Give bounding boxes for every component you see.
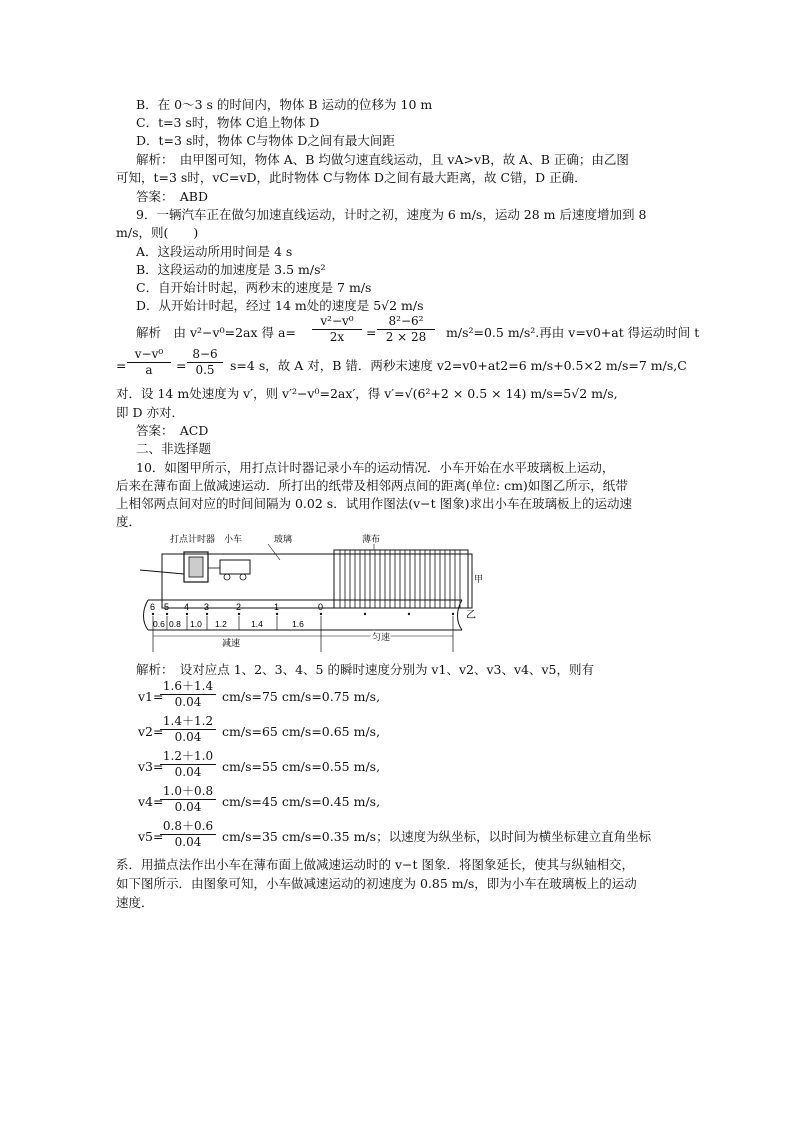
- label-uniform: 匀速: [372, 632, 391, 642]
- v3-numerator: 1.2＋1.0: [160, 749, 216, 765]
- distance-labels: [153, 619, 304, 629]
- q9-fraction-a-numerator: v²−v⁰: [312, 314, 362, 330]
- q10-stem-line3: 上相邻两点间对应的时间间隔为 0.02 s．试用作图法(v−t 图象)求出小车在玻璃板上的运动速: [116, 496, 632, 511]
- q9-option-b: B．这段运动的加速度是 3.5 m/s²: [136, 262, 326, 277]
- q9-solution-line2-post: s=4 s，故 A 对，B 错．两秒末速度 v2=v0+at2=6 m/s+0.5×2 m/s=7 m/s,C: [230, 358, 687, 373]
- distance-5-4: 0.8: [169, 619, 181, 629]
- q9-fraction-d: [187, 347, 223, 378]
- point-label-4: 4: [184, 602, 190, 612]
- q9-equals-1: =: [366, 325, 377, 340]
- q9-equals-2: =: [176, 358, 187, 373]
- timer-inner: [189, 557, 203, 577]
- v4-lhs: v4=: [138, 794, 164, 809]
- glass-pointer: [268, 544, 280, 560]
- q8-analysis-line1: 解析： 由甲图可知，物体 A、B 均做匀速直线运动，且 vA>vB，故 A、B 正确；由乙图: [136, 152, 629, 167]
- distance-6-5: 0.6: [153, 619, 165, 629]
- v5-lhs: v5=: [138, 829, 164, 844]
- v1-numerator: 1.6＋1.4: [160, 679, 216, 695]
- tape-dot-u2: [408, 613, 410, 615]
- q10-conclusion-line2: 如下图所示．由图象可知，小车做减速运动的初速度为 0.85 m/s，即为小车在玻璃板上的运动: [116, 876, 637, 891]
- q9-option-a: A．这段运动所用时间是 4 s: [136, 244, 293, 259]
- q9-option-c: C．自开始计时起，两秒末的速度是 7 m/s: [136, 280, 372, 295]
- point-label-3: 3: [204, 602, 210, 612]
- point-label-0: 0: [318, 602, 324, 612]
- q9-fraction-c-denominator: a: [145, 363, 153, 377]
- tape-dot-5: [166, 613, 168, 615]
- tape-dot-0: [320, 613, 322, 615]
- q8-option-c: C．t=3 s时，物体 C追上物体 D: [136, 115, 320, 130]
- v5-numerator: 0.8＋0.6: [160, 819, 216, 835]
- q10-conclusion-line3: 速度．: [116, 895, 154, 910]
- v3-denominator: 0.04: [174, 765, 202, 779]
- tape-dot-u3: [452, 613, 454, 615]
- v3-fraction: [160, 749, 216, 780]
- v3-lhs: v3=: [138, 759, 164, 774]
- q9-answer: 答案： ACD: [136, 423, 209, 438]
- v5-fraction: [160, 819, 216, 850]
- q9-solution-line3: 对．设 14 m处速度为 v′，则 v′²−v⁰=2ax′，得 v′=√(6²+2 × 0.5 × 14) m/s=5√2 m/s,: [116, 386, 618, 401]
- q8-option-b: B．在 0～3 s 的时间内，物体 B 运动的位移为 10 m: [136, 97, 433, 112]
- q9-fraction-b-numerator: 8²−6²: [377, 314, 435, 330]
- v5-denominator: 0.04: [174, 835, 202, 849]
- cart-wheel-right: [240, 574, 246, 580]
- tape-dot-2: [238, 613, 240, 615]
- q9-solution-line1-post: m/s²=0.5 m/s².再由 v=v0+at 得运动时间 t: [446, 325, 700, 340]
- tape-dot-1: [276, 613, 278, 615]
- distance-2-1: 1.4: [251, 619, 263, 629]
- v2-lhs: v2=: [138, 724, 164, 739]
- q9-fraction-a-denominator: 2x: [329, 330, 345, 344]
- v1-lhs: v1=: [138, 689, 164, 704]
- tape-dot-4: [186, 613, 188, 615]
- label-yi: 乙: [466, 610, 476, 621]
- v1-rhs: cm/s=75 cm/s=0.75 m/s,: [222, 689, 381, 704]
- tape-dot-u1: [364, 613, 366, 615]
- v5-rhs: cm/s=35 cm/s=0.35 m/s；以速度为纵坐标，以时间为横坐标建立直角坐标: [222, 829, 652, 844]
- tape-left-curl: [144, 600, 149, 630]
- cloth-region: [334, 550, 468, 608]
- q10-stem-line2: 后来在薄布面上做减速运动．所打出的纸带及相邻两点间的距离(单位: cm)如图乙所示，纸带: [116, 478, 628, 493]
- q9-fraction-c: [127, 347, 171, 378]
- v2-numerator: 1.4＋1.2: [160, 714, 216, 730]
- tape-dot-3: [206, 613, 208, 615]
- q9-solution-line4: 即 D 亦对．: [116, 405, 184, 420]
- q10-figure: [140, 530, 490, 655]
- point-label-1: 1: [274, 602, 280, 612]
- cart-body: [220, 560, 250, 574]
- label-cart: 小车: [224, 534, 243, 544]
- q9-solution-line2-pre: =: [116, 358, 127, 373]
- tape-right-curl: [458, 600, 463, 630]
- cloth-hatch: [340, 550, 460, 608]
- q9-solution-line1-pre: 解析 由 v²−v⁰=2ax 得 a=: [136, 325, 296, 340]
- q9-fraction-b: [377, 314, 435, 345]
- v1-denominator: 0.04: [174, 695, 202, 709]
- q9-option-d: D．从开始计时起，经过 14 m处的速度是 5√2 m/s: [136, 298, 424, 313]
- q9-fraction-c-numerator: v−v⁰: [127, 347, 171, 363]
- tape-points: [150, 602, 454, 615]
- section-heading: 二、非选择题: [136, 441, 212, 456]
- label-cloth: 薄布: [362, 534, 381, 544]
- point-label-5: 5: [164, 602, 170, 612]
- q10-analysis-intro: 解析： 设对应点 1、2、3、4、5 的瞬时速度分别为 v1、v2、v3、v4、v5，则有: [136, 662, 595, 677]
- v4-fraction: [160, 784, 216, 815]
- label-glass: 玻璃: [274, 534, 293, 544]
- q9-fraction-d-denominator: 0.5: [195, 363, 215, 377]
- q8-option-d: D．t=3 s时，物体 C与物体 D之间有最大间距: [136, 133, 395, 148]
- q9-stem-line2: m/s，则( ): [116, 225, 199, 240]
- q9-stem-line1: 9．一辆汽车正在做匀加速直线运动，计时之初，速度为 6 m/s，运动 28 m 后速度增加到 8: [136, 207, 647, 222]
- v2-fraction: [160, 714, 216, 745]
- distance-3-2: 1.2: [215, 619, 227, 629]
- q9-fraction-d-numerator: 8−6: [187, 347, 223, 363]
- v4-rhs: cm/s=45 cm/s=0.45 m/s,: [222, 794, 381, 809]
- v3-rhs: cm/s=55 cm/s=0.55 m/s,: [222, 759, 381, 774]
- q8-analysis-line2: 可知，t=3 s时，vC=vD，此时物体 C与物体 D之间有最大距离，故 C错，D 正确．: [116, 170, 587, 185]
- point-label-2: 2: [236, 602, 242, 612]
- q10-stem-line4: 度．: [116, 514, 142, 529]
- point-label-6: 6: [150, 602, 156, 612]
- label-timer: 打点计时器: [170, 534, 216, 544]
- label-jia: 甲: [474, 574, 484, 584]
- distance-4-3: 1.0: [190, 619, 202, 629]
- q8-answer: 答案： ABD: [136, 189, 208, 204]
- q10-stem-line1: 10．如图甲所示，用打点计时器记录小车的运动情况．小车开始在水平玻璃板上运动，: [136, 460, 615, 475]
- label-decel: 减速: [222, 638, 241, 648]
- v1-fraction: [160, 679, 216, 710]
- q9-fraction-a: [312, 314, 362, 345]
- q10-conclusion-line1: 系．用描点法作出小车在薄布面上做减速运动时的 v−t 图象．将图象延长，使其与纵轴相交，: [116, 857, 635, 872]
- tape-dot-6: [152, 613, 154, 615]
- v2-denominator: 0.04: [174, 730, 202, 744]
- distance-1-0: 1.6: [292, 619, 304, 629]
- q9-fraction-b-denominator: 2 × 28: [385, 330, 427, 344]
- v4-numerator: 1.0＋0.8: [160, 784, 216, 800]
- v4-denominator: 0.04: [174, 800, 202, 814]
- cart-wheel-left: [224, 574, 230, 580]
- v2-rhs: cm/s=65 cm/s=0.65 m/s,: [222, 724, 381, 739]
